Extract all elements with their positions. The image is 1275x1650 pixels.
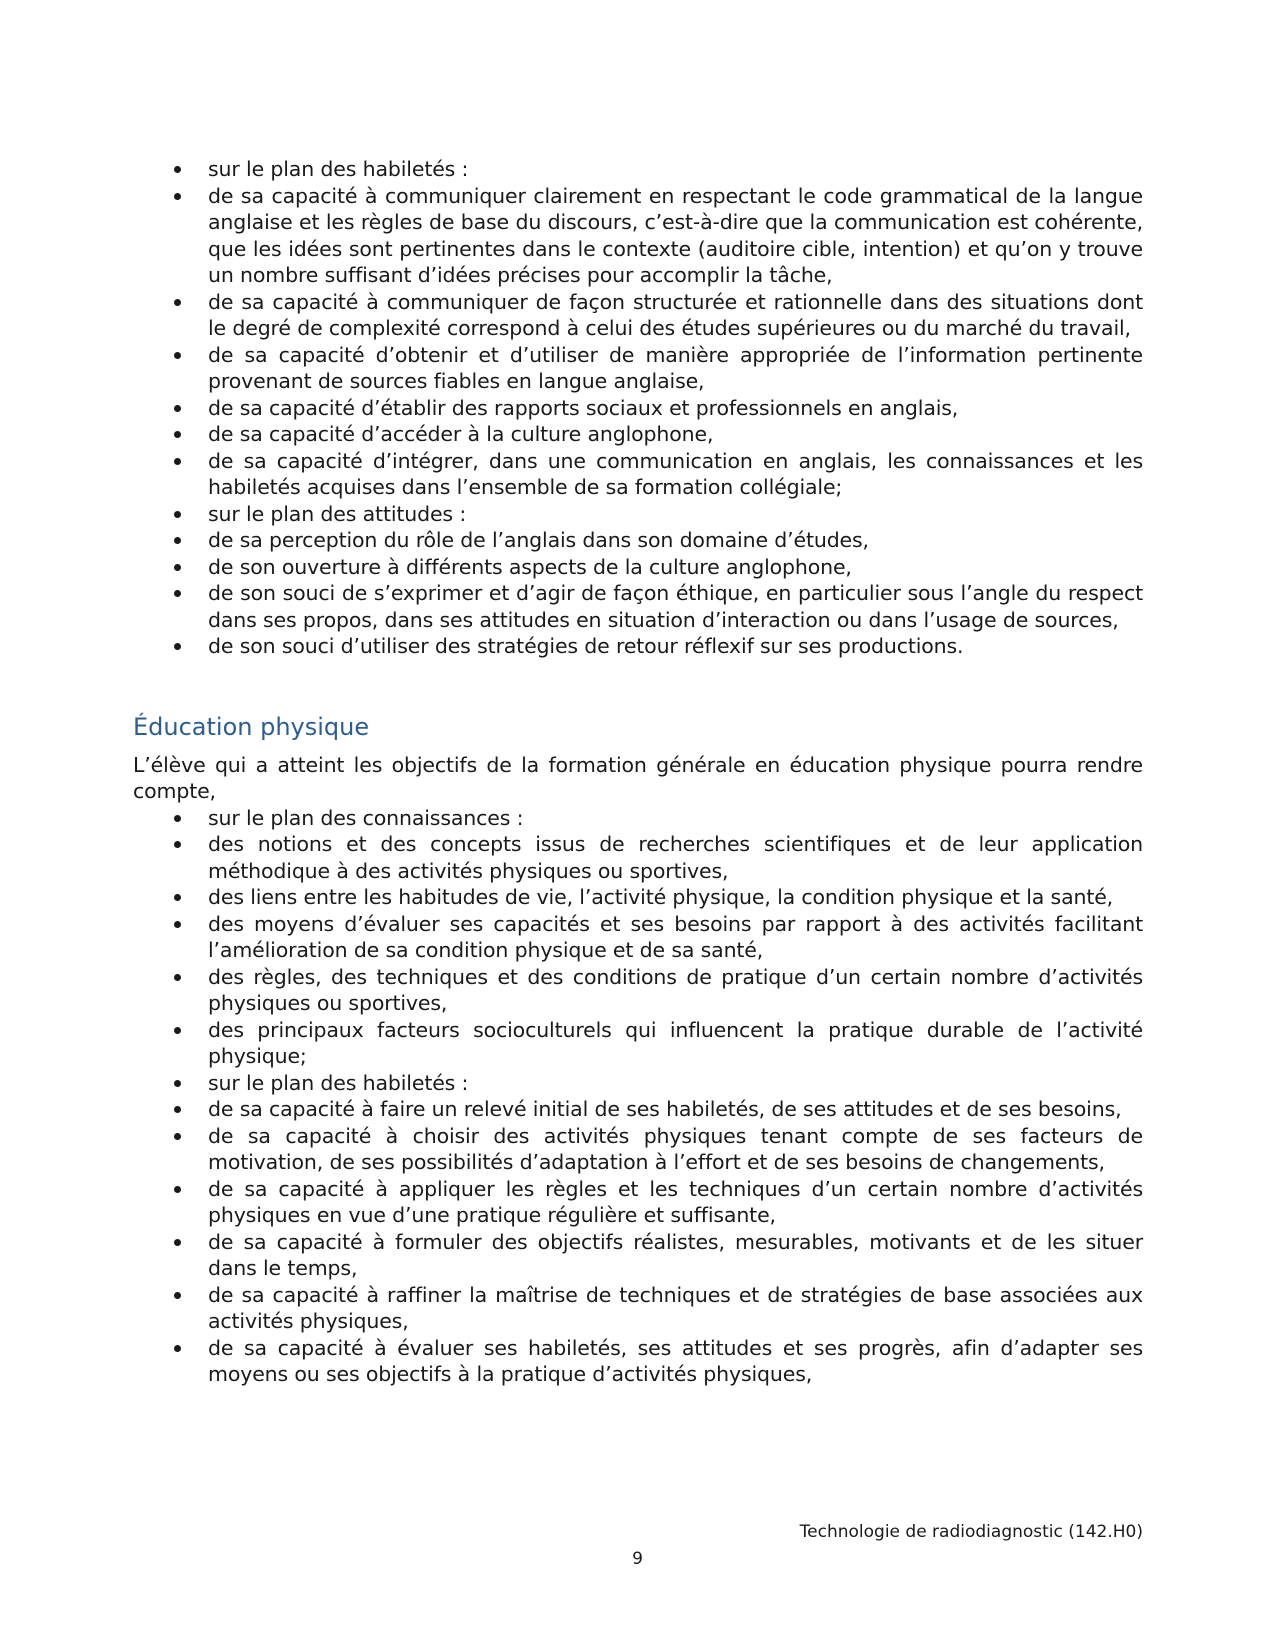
bullet-icon	[174, 537, 181, 544]
list-item: de sa capacité d’obtenir et d’utiliser de manière appropriée de l’information pertinente provenant de sources fiables en langue anglaise,	[133, 342, 1143, 395]
list-item: sur le plan des attitudes :	[133, 501, 1143, 528]
bullet-icon	[174, 894, 181, 901]
bullet-icon	[174, 841, 181, 848]
bullet-icon	[174, 1345, 181, 1352]
list-item: des notions et des concepts issus de recherches scientifiques et de leur application méthodique à des activités physiques ou sportives,	[133, 831, 1143, 884]
section-intro: L’élève qui a atteint les objectifs de la formation générale en éducation physique pourra rendre compte,	[133, 752, 1143, 803]
section-heading: Éducation physique	[133, 712, 370, 741]
page-content	[133, 156, 1143, 1388]
list-item: de son souci de s’exprimer et d’agir de façon éthique, en particulier sous l’angle du respect dans ses propos, dans ses attitudes en situation d’interaction ou dans l’usage de sources,	[133, 580, 1143, 633]
list-item: sur le plan des habiletés :	[133, 156, 1143, 183]
list-item: de sa capacité à raffiner la maîtrise de techniques et de stratégies de base associées aux activités physiques,	[133, 1282, 1143, 1335]
bullet-icon	[174, 352, 181, 359]
bullet-icon	[174, 458, 181, 465]
bullet-icon	[174, 1133, 181, 1140]
list-item: de sa capacité à communiquer clairement en respectant le code grammatical de la langue anglaise et les règles de base du discours, c’est-à-dire que la communication est cohérente, que les idées sont pertinentes dans le contexte (auditoire cible, intention) et qu’on y trouve un nombre suffisant d’idées précises pour accomplir la tâche,	[133, 183, 1143, 289]
bullet-icon	[174, 1080, 181, 1087]
list-item: de son ouverture à différents aspects de la culture anglophone,	[133, 554, 1143, 581]
list-item: de sa capacité d’accéder à la culture anglophone,	[133, 421, 1143, 448]
bullet-icon	[174, 166, 181, 173]
bullet-icon	[174, 921, 181, 928]
bullet-icon	[174, 405, 181, 412]
bullet-icon	[174, 564, 181, 571]
bullet-icon	[174, 193, 181, 200]
list-item: de sa capacité d’intégrer, dans une communication en anglais, les connaissances et les habiletés acquises dans l’ensemble de sa formation collégiale;	[133, 448, 1143, 501]
list-item: de sa perception du rôle de l’anglais dans son domaine d’études,	[133, 527, 1143, 554]
list-item: de sa capacité à évaluer ses habiletés, ses attitudes et ses progrès, afin d’adapter ses moyens ou ses objectifs à la pratique d’activités physiques,	[133, 1335, 1143, 1388]
bullet-icon	[174, 974, 181, 981]
footer-program-title: Technologie de radiodiagnostic (142.H0)	[799, 1522, 1143, 1542]
list-item: des liens entre les habitudes de vie, l’activité physique, la condition physique et la santé,	[133, 884, 1143, 911]
list-item: de sa capacité à communiquer de façon structurée et rationnelle dans des situations dont le degré de complexité correspond à celui des études supérieures ou du marché du travail,	[133, 289, 1143, 342]
bullet-icon	[174, 1186, 181, 1193]
list-item: de sa capacité à faire un relevé initial de ses habiletés, de ses attitudes et de ses besoins,	[133, 1096, 1143, 1123]
list-item: de son souci d’utiliser des stratégies de retour réflexif sur ses productions.	[133, 633, 1143, 660]
bullet-list-physical-education	[133, 805, 1143, 1388]
bullet-icon	[174, 431, 181, 438]
bullet-icon	[174, 1106, 181, 1113]
bullet-list-english	[133, 156, 1143, 660]
list-item: des règles, des techniques et des conditions de pratique d’un certain nombre d’activités physiques ou sportives,	[133, 964, 1143, 1017]
bullet-icon	[174, 815, 181, 822]
bullet-icon	[174, 511, 181, 518]
list-item: de sa capacité à appliquer les règles et les techniques d’un certain nombre d’activités physiques en vue d’une pratique régulière et suffisante,	[133, 1176, 1143, 1229]
bullet-icon	[174, 299, 181, 306]
list-item: sur le plan des habiletés :	[133, 1070, 1143, 1097]
list-item: de sa capacité d’établir des rapports sociaux et professionnels en anglais,	[133, 395, 1143, 422]
bullet-icon	[174, 643, 181, 650]
bullet-icon	[174, 1239, 181, 1246]
list-item: de sa capacité à choisir des activités physiques tenant compte de ses facteurs de motivation, de ses possibilités d’adaptation à l’effort et de ses besoins de changements,	[133, 1123, 1143, 1176]
page-number: 9	[632, 1549, 643, 1569]
bullet-icon	[174, 1027, 181, 1034]
bullet-icon	[174, 1292, 181, 1299]
list-item: de sa capacité à formuler des objectifs réalistes, mesurables, motivants et de les situer dans le temps,	[133, 1229, 1143, 1282]
bullet-icon	[174, 590, 181, 597]
list-item: des moyens d’évaluer ses capacités et ses besoins par rapport à des activités facilitant l’amélioration de sa condition physique et de sa santé,	[133, 911, 1143, 964]
list-item: sur le plan des connaissances :	[133, 805, 1143, 832]
list-item: des principaux facteurs socioculturels qui influencent la pratique durable de l’activité physique;	[133, 1017, 1143, 1070]
